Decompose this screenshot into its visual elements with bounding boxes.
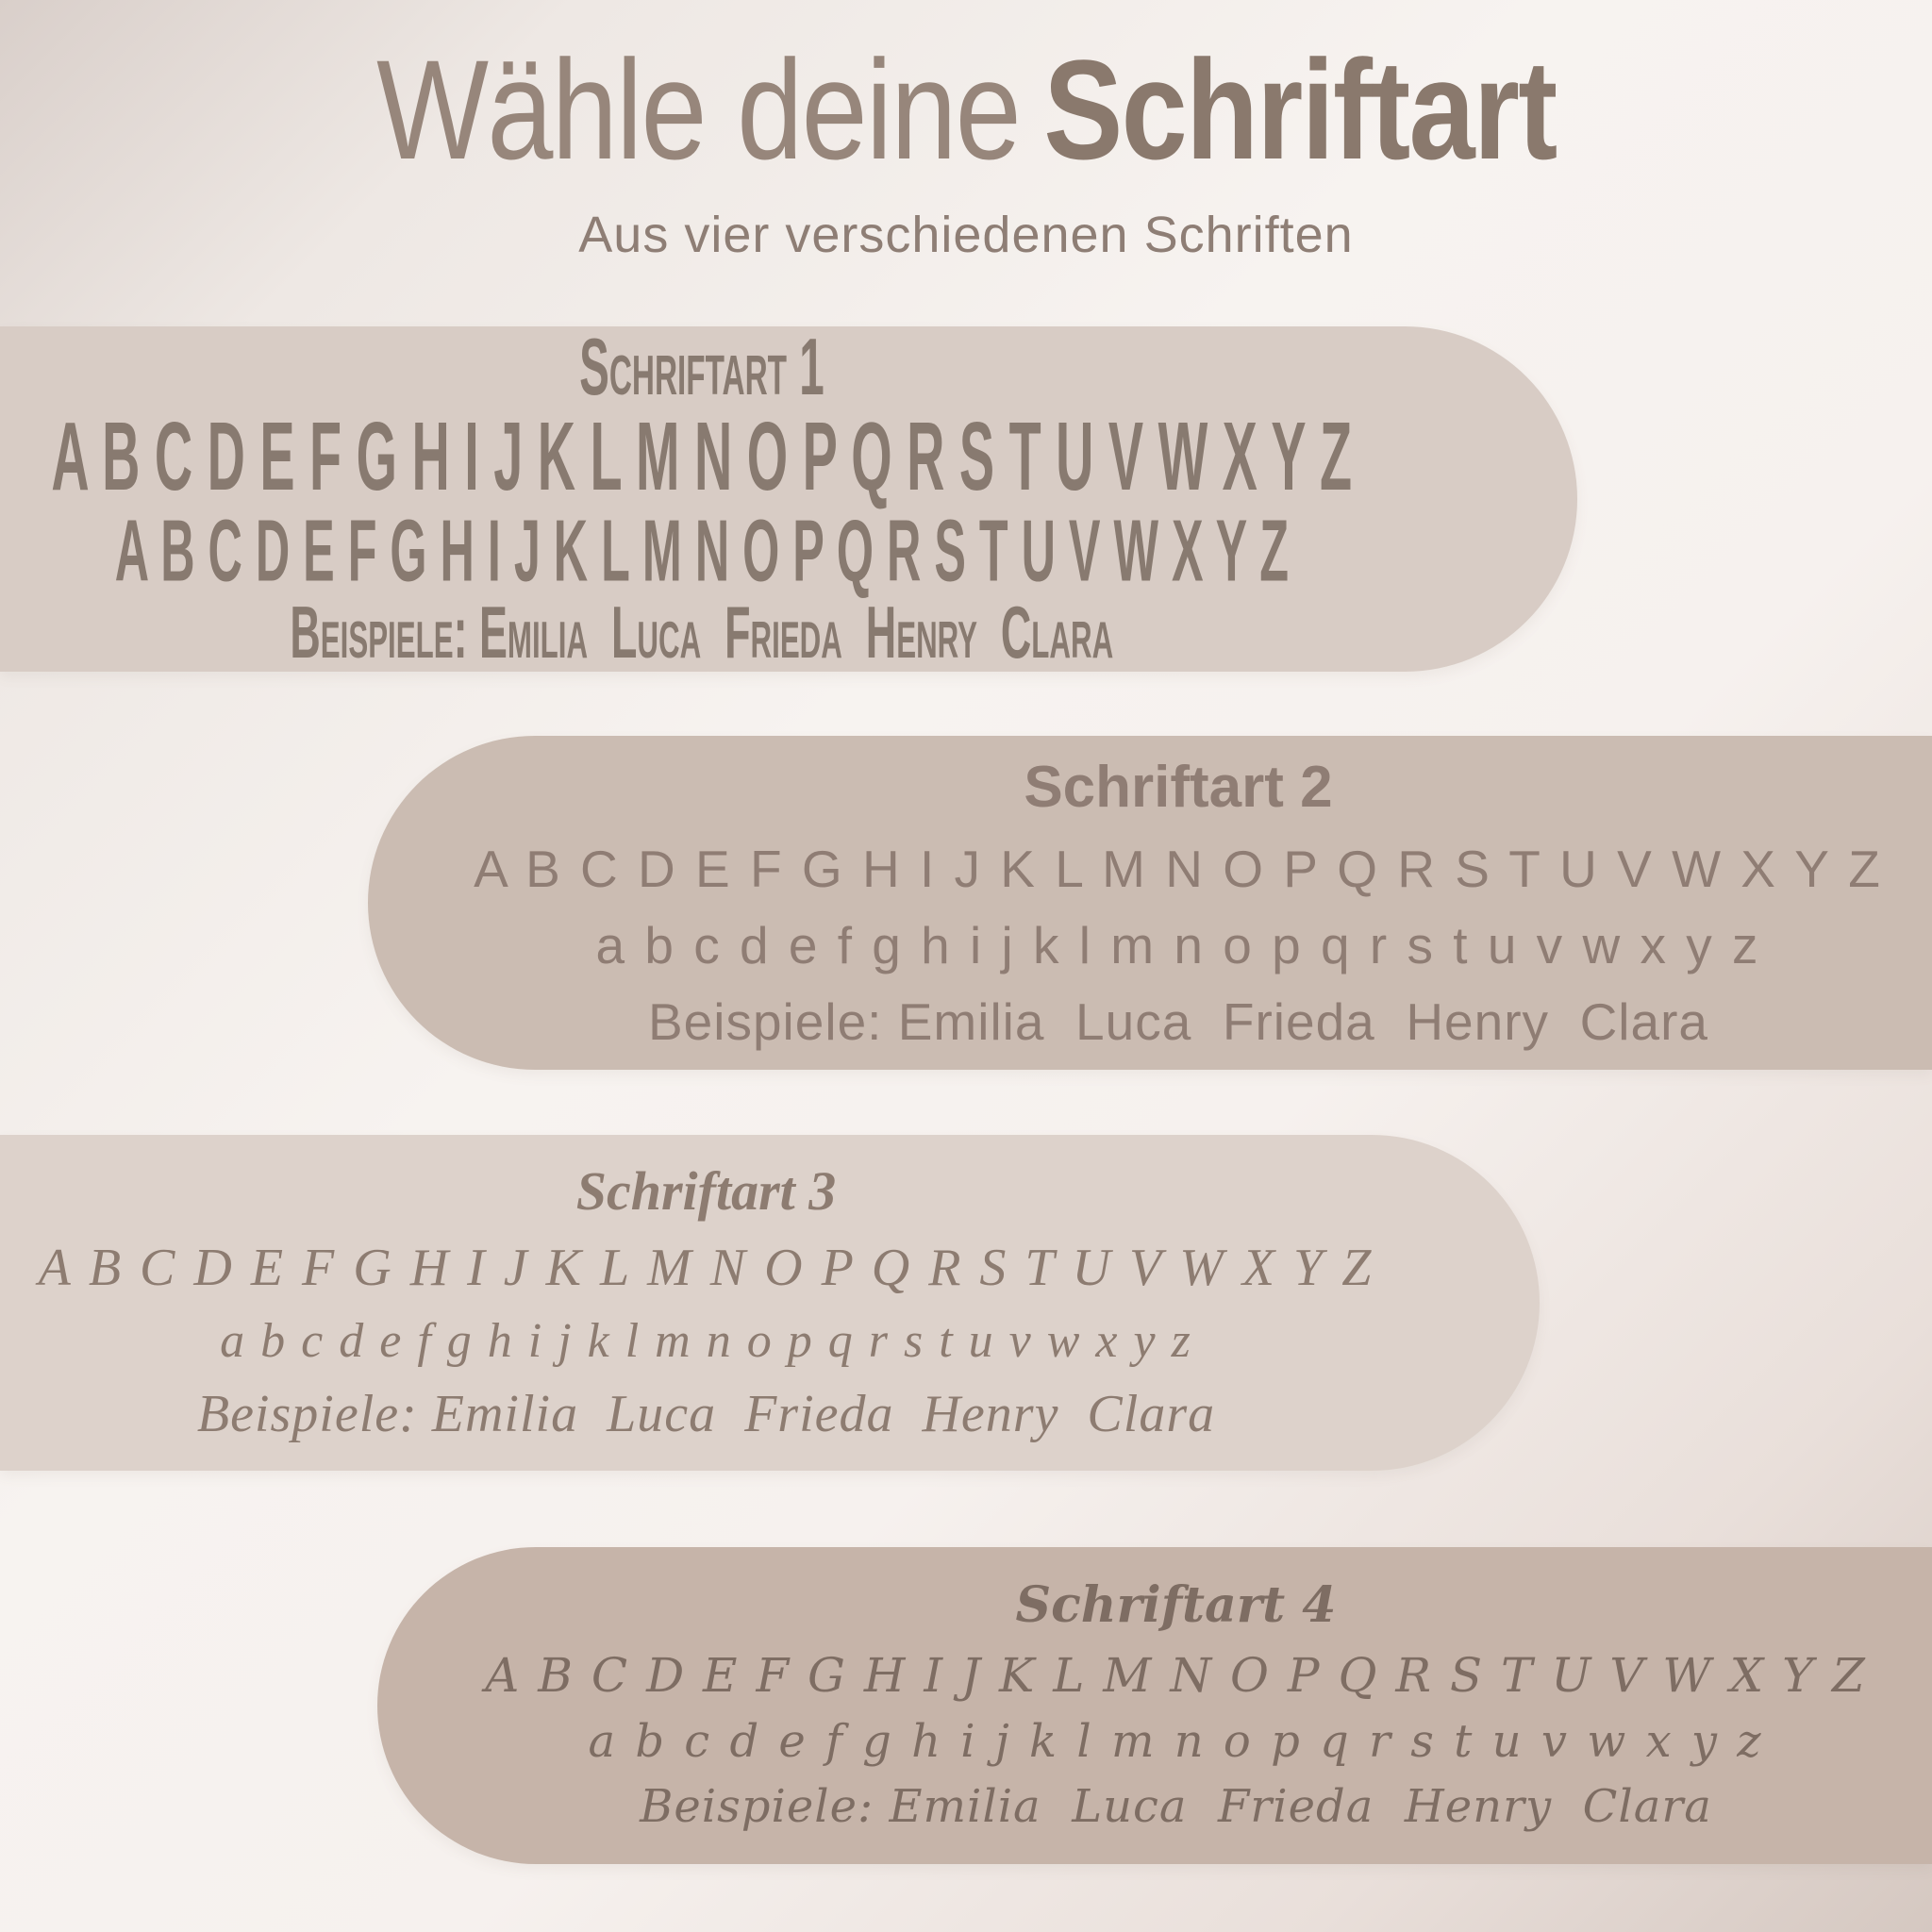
font-1-lowercase-alphabet: A B C D E F G H I J K L M N O P Q R S T U V W X Y Z — [114, 500, 1289, 600]
title-light-part: Wähle deine — [375, 30, 1020, 189]
font-option-2[interactable] — [368, 736, 1932, 1070]
font-option-3[interactable] — [0, 1135, 1540, 1471]
font-4-lowercase-alphabet: a b c d e f g h i j k l m n o p q r s t u v w x y z — [588, 1714, 1764, 1768]
font-4-heading: Schriftart 4 — [1015, 1576, 1337, 1635]
font-1-heading: Schriftart 1 — [578, 322, 824, 412]
font-1-uppercase-alphabet: A B C D E F G H I J K L M N O P Q R S T U V W X Y Z — [51, 403, 1352, 512]
font-3-uppercase-alphabet: A B C D E F G H I J K L M N O P Q R S T U V W X Y Z — [38, 1238, 1374, 1297]
font-2-lowercase-alphabet: a b c d e f g h i j k l m n o p q r s t u v w x y z — [595, 915, 1761, 974]
subtitle: Aus vier verschiedenen Schriften — [578, 207, 1354, 263]
title-bold-part: Schriftart — [1042, 30, 1557, 189]
font-option-4[interactable] — [377, 1547, 1932, 1864]
page-title-text — [376, 28, 1556, 192]
font-2-uppercase-alphabet: A B C D E F G H I J K L M N O P Q R S T U V W X Y Z — [474, 839, 1883, 898]
font-1-examples: Beispiele: Emilia Luca Frieda Henry Clara — [290, 591, 1113, 674]
font-2-heading: Schriftart 2 — [1024, 755, 1333, 821]
font-4-examples: Beispiele: Emilia Luca Frieda Henry Clara — [640, 1780, 1712, 1834]
font-2-examples: Beispiele: Emilia Luca Frieda Henry Clara — [647, 991, 1709, 1051]
font-3-examples: Beispiele: Emilia Luca Frieda Henry Clara — [196, 1385, 1216, 1444]
font-3-lowercase-alphabet: a b c d e f g h i j k l m n o p q r s t u v w x y z — [220, 1314, 1192, 1369]
font-option-1[interactable] — [0, 322, 1577, 674]
font-3-heading: Schriftart 3 — [575, 1160, 837, 1223]
page-title — [0, 28, 1932, 192]
font-4-uppercase-alphabet: A B C D E F G H I J K L M N O P Q R S T U V W X Y Z — [485, 1647, 1867, 1703]
